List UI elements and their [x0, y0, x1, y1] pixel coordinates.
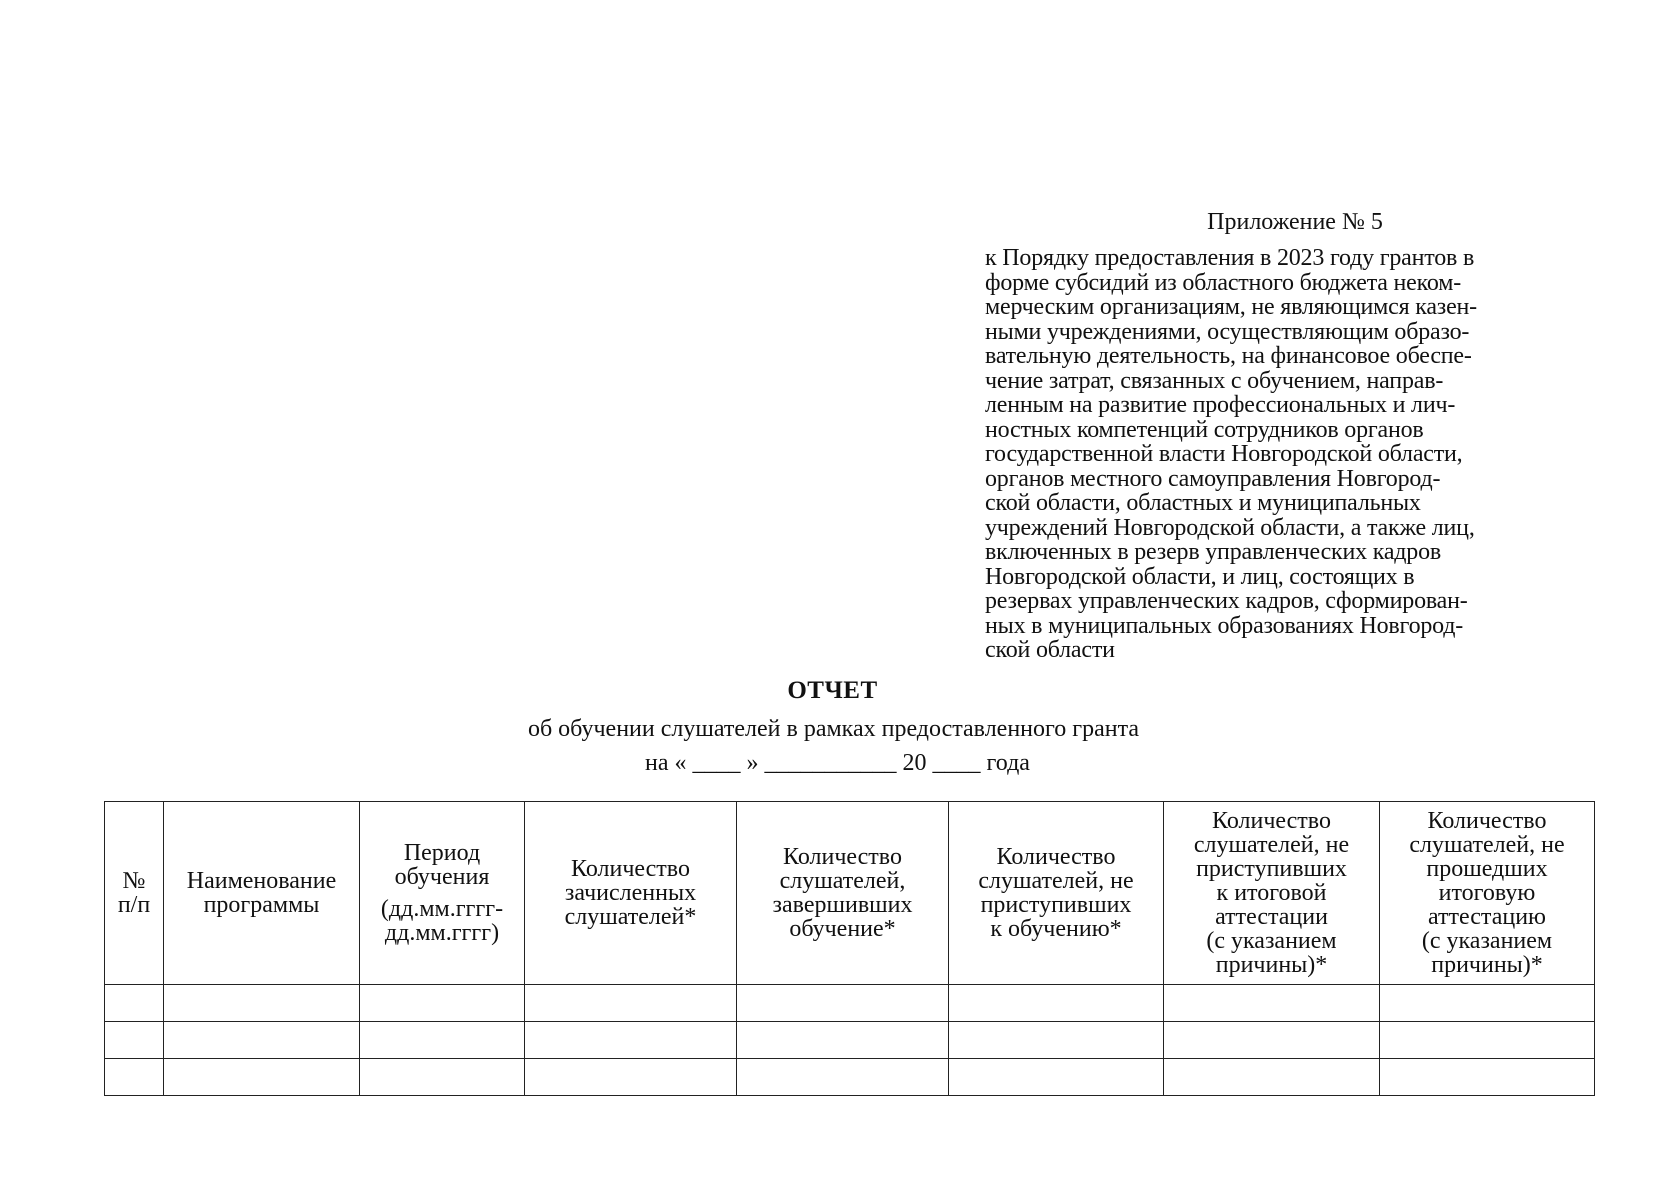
table-cell[interactable]: [1164, 985, 1380, 1022]
appendix-line: форме субсидий из областного бюджета неком-: [985, 269, 1461, 296]
appendix-line: ской области, областных и муниципальных: [985, 490, 1421, 516]
header-period-format: (дд.мм.гггг- дд.мм.гггг): [380, 896, 504, 946]
table-cell[interactable]: [1380, 985, 1595, 1022]
appendix-line: вательную деятельность, на финансовое обеспе-: [985, 343, 1472, 369]
table-cell[interactable]: [949, 1059, 1164, 1096]
report-title: [0, 677, 1675, 705]
appendix-line: ных в муниципальных образованиях Новгород-: [985, 612, 1464, 639]
table-cell[interactable]: [360, 1022, 525, 1059]
appendix-line: включенных в резерв управленческих кадров: [985, 539, 1442, 565]
table-cell[interactable]: [105, 1059, 164, 1096]
table-cell[interactable]: [949, 1022, 1164, 1059]
appendix-text: [985, 246, 1585, 663]
header-enrolled-text: Количество зачисленных слушателей*: [564, 856, 697, 930]
appendix-line: резервах управленческих кадров, сформирован-: [985, 588, 1468, 614]
header-enrolled: [525, 802, 737, 985]
appendix-line: мерческим организациям, не являющимся казен-: [985, 294, 1477, 320]
header-program-text: Наименование программы: [186, 868, 337, 918]
appendix-line: органов местного самоуправления Новгород-: [985, 465, 1441, 492]
table-cell[interactable]: [164, 985, 360, 1022]
appendix-line: учреждений Новгородской области, а также лиц,: [985, 514, 1475, 541]
appendix-line: чение затрат, связанных с обучением, направ-: [985, 367, 1444, 394]
table-cell[interactable]: [1380, 1022, 1595, 1059]
appendix-title: Приложение № 5: [1207, 209, 1383, 235]
table-cell[interactable]: [164, 1022, 360, 1059]
header-program: [164, 802, 360, 985]
table-row: [105, 1022, 1595, 1059]
header-not-started: [949, 802, 1164, 985]
table-cell[interactable]: [949, 985, 1164, 1022]
table-cell[interactable]: [1380, 1059, 1595, 1096]
report-date-line: [0, 750, 1675, 777]
table-cell[interactable]: [525, 1059, 737, 1096]
header-num-text: № п/п: [117, 868, 151, 918]
table-cell[interactable]: [1164, 1059, 1380, 1096]
table-row: [105, 985, 1595, 1022]
header-completed: [737, 802, 949, 985]
table-cell[interactable]: [164, 1059, 360, 1096]
appendix-line: ными учреждениями, осуществляющим образо-: [985, 318, 1470, 345]
table-cell[interactable]: [105, 1022, 164, 1059]
table-cell[interactable]: [737, 1022, 949, 1059]
appendix-line: ностных компетенций сотрудников органов: [985, 416, 1424, 443]
table-cell[interactable]: [525, 1022, 737, 1059]
header-not-attested: [1164, 802, 1380, 985]
report-subtitle-text: об обучении слушателей в рамках предоставленного гранта: [527, 716, 1140, 742]
report-title-text: ОТЧЕТ: [787, 677, 878, 704]
table-cell[interactable]: [737, 985, 949, 1022]
header-failed-text: Количество слушателей, не прошедших итоговую аттестацию (с указанием причины)*: [1409, 808, 1565, 978]
header-completed-text: Количество слушателей, завершивших обучение*: [772, 844, 913, 942]
report-date-text: на « ____ » ___________ 20 ____ года: [645, 750, 1030, 776]
header-not-started-text: Количество слушателей, не приступивших к обучению*: [978, 844, 1134, 942]
report-table: [104, 801, 1595, 1096]
header-period: [360, 802, 525, 985]
report-subtitle: [0, 716, 1675, 743]
header-failed: [1380, 802, 1595, 985]
table-cell[interactable]: [105, 985, 164, 1022]
header-num: [105, 802, 164, 985]
appendix-line: государственной власти Новгородской области,: [985, 441, 1463, 467]
header-period-text: Период обучения: [394, 840, 490, 890]
table-cell[interactable]: [737, 1059, 949, 1096]
appendix-line: ской области: [985, 637, 1115, 663]
header-not-attested-text: Количество слушателей, не приступивших к итоговой аттестации (с указанием причины)*: [1193, 808, 1350, 978]
appendix-block: [985, 208, 1585, 663]
appendix-line: Новгородской области, и лиц, состоящих в: [985, 563, 1415, 590]
table-cell[interactable]: [1164, 1022, 1380, 1059]
appendix-line: ленным на развитие профессиональных и лич-: [985, 392, 1456, 418]
table-cell[interactable]: [360, 1059, 525, 1096]
table-row: [105, 1059, 1595, 1096]
table-header-row: [105, 802, 1595, 985]
appendix-line: к Порядку предоставления в 2023 году грантов в: [985, 245, 1475, 271]
table-cell[interactable]: [525, 985, 737, 1022]
table-cell[interactable]: [360, 985, 525, 1022]
